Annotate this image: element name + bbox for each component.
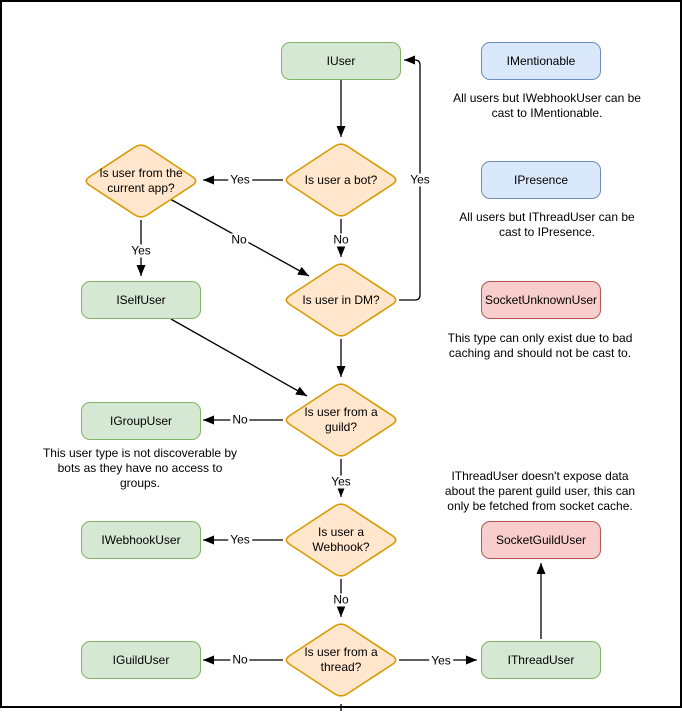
note-mentionable — [427, 91, 667, 121]
decision-line: Is user from the — [99, 166, 183, 180]
edge-label-webhook-yes: Yes — [230, 532, 250, 547]
decision-is-bot — [281, 142, 401, 218]
note-unknown-user — [420, 331, 660, 361]
edge-label-guild-yes: Yes — [331, 474, 351, 489]
note-line: All users but IThreadUser can be — [459, 210, 635, 224]
edge-label-webhook-no: No — [333, 592, 349, 607]
note-line: This user type is not discoverable by — [42, 446, 238, 460]
decision-is-webhook — [281, 502, 401, 578]
decision-from-guild — [281, 382, 401, 458]
node-igroupuser: IGroupUser — [81, 402, 201, 440]
node-socket-guild-user: SocketGuildUser — [481, 521, 601, 559]
node-socket-unknown-user: SocketUnknownUser — [481, 281, 601, 319]
note-thread-user — [420, 469, 660, 514]
note-line: cast to IPresence. — [498, 225, 596, 239]
edge-label-thread-yes: Yes — [431, 653, 451, 668]
edge-label-thread-no: No — [232, 652, 248, 667]
decision-line: Is user from a — [304, 405, 378, 419]
node-iselfuser: ISelfUser — [81, 281, 201, 319]
node-iguilduser: IGuildUser — [81, 641, 201, 679]
note-line: only be fetched from socket cache. — [447, 499, 633, 513]
note-line: groups. — [119, 476, 161, 490]
decision-line: Is user a — [317, 525, 365, 539]
note-line: cast to IMentionable. — [491, 106, 603, 120]
edge-label-app-no: No — [231, 232, 247, 247]
node-ipresence: IPresence — [481, 161, 601, 199]
decision-line: guild? — [324, 420, 358, 434]
node-iwebhookuser: IWebhookUser — [81, 521, 201, 559]
note-line: about the parent guild user, this can — [444, 484, 636, 498]
decision-in-dm — [281, 262, 401, 338]
note-line: This type can only exist due to bad — [447, 331, 633, 345]
edge-label-bot-yes: Yes — [230, 172, 250, 187]
edge-label-bot-no: No — [333, 232, 349, 247]
note-presence — [427, 210, 667, 240]
decision-line: Is user a bot? — [304, 172, 378, 187]
note-line: caching and should not be cast to. — [448, 346, 632, 360]
decision-from-current-app — [81, 143, 201, 219]
node-iuser: IUser — [281, 42, 401, 80]
decision-line: current app? — [107, 181, 175, 195]
note-line: All users but IWebhookUser can be — [453, 91, 641, 105]
note-group-user — [20, 446, 260, 491]
node-ithreaduser: IThreadUser — [481, 641, 601, 679]
decision-line: thread? — [320, 660, 362, 674]
edge-label-dm-yes: Yes — [410, 172, 430, 187]
edge-label-app-yes: Yes — [131, 243, 151, 258]
note-line: bots as they have no access to — [57, 461, 223, 475]
decision-line: Is user in DM? — [302, 292, 380, 307]
decision-line: Webhook? — [312, 540, 370, 554]
note-line: IThreadUser doesn't expose data — [451, 469, 629, 483]
edge-label-guild-no: No — [232, 412, 248, 427]
decision-line: Is user from a — [304, 645, 378, 659]
node-imentionable: IMentionable — [481, 42, 601, 80]
decision-from-thread — [281, 622, 401, 698]
